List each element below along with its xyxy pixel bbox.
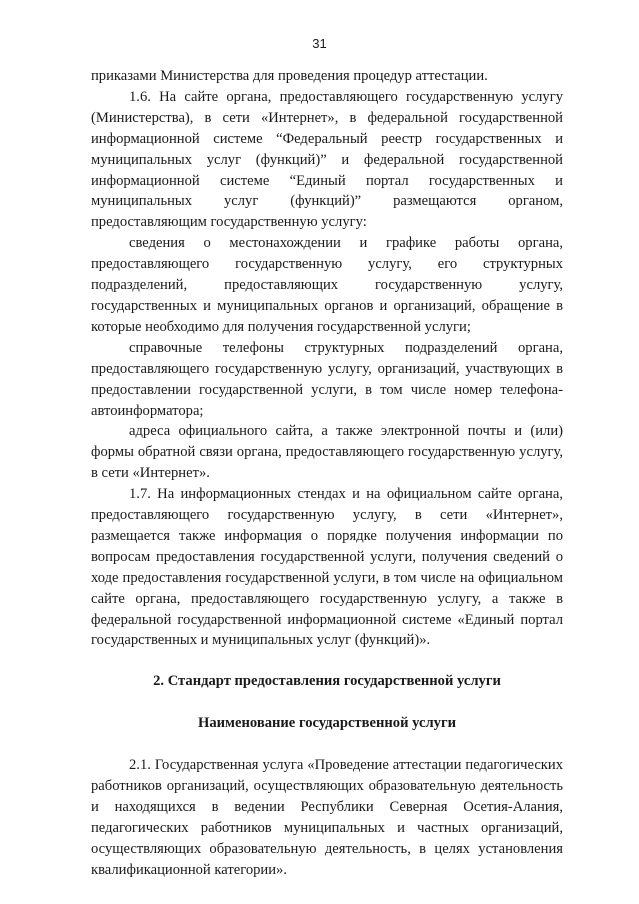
page-number: 31 (312, 36, 327, 51)
paragraph-1-6: 1.6. На сайте органа, предоставляющего государственную услугу (Министерства), в сети «Интернет», в федеральной государственной информационной системе “Федеральный реестр государственных и муниципальных услуг (функций)” и федеральной государственной информационной системе “Единый портал государственных и муниципальных услуг (функций)” размещаются органом, предоставляющим государственную услугу: (91, 88, 563, 231)
paragraph-location-info: сведения о местонахождении и графике работы органа, предоставляющего государственную услугу, его структурных подразделений, предоставляющих государственную услугу, государственных и муниципальных органов и организаций, обращение в которые необходимо для получения государственной услуги; (91, 235, 563, 335)
subsection-heading: Наименование государственной услуги (198, 715, 456, 732)
paragraph-phones-info: справочные телефоны структурных подразделений органа, предоставляющего государственную услугу, организаций, участвующих в предоставлении государственной услуги, в том числе номер телефона-автоинформатора; (91, 339, 563, 419)
paragraph-website-info: адреса официального сайта, а также электронной почты и (или) формы обратной связи органа, предоставляющего государственную услугу, в сети «Интернет». (91, 423, 563, 482)
paragraph-1-7: 1.7. На информационных стендах и на официальном сайте органа, предоставляющего государственную услугу, в сети «Интернет», размещается также информация о порядке получения информации по вопросам предоставления государственной услуги, получения сведений о ходе предоставления государственной услуги, в том числе на официальном сайте органа, предоставляющего государственную услугу, а также в федеральной государственной информационной системе «Единый портал государственных и муниципальных услуг (функций)». (91, 486, 563, 649)
document-body (91, 66, 563, 881)
paragraph-continuation: приказами Министерства для проведения процедур аттестации. (91, 68, 488, 84)
section-heading: 2. Стандарт предоставления государственной услуги (153, 673, 501, 690)
paragraph-2-1: 2.1. Государственная услуга «Проведение аттестации педагогических работников организаций, осуществляющих образовательную деятельность и находящихся в ведении Республики Северная Осетия-Алания, педагогических работников муниципальных и частных организаций, осуществляющих образовательную деятельность, в целях установления квалификационной категории». (91, 757, 563, 878)
